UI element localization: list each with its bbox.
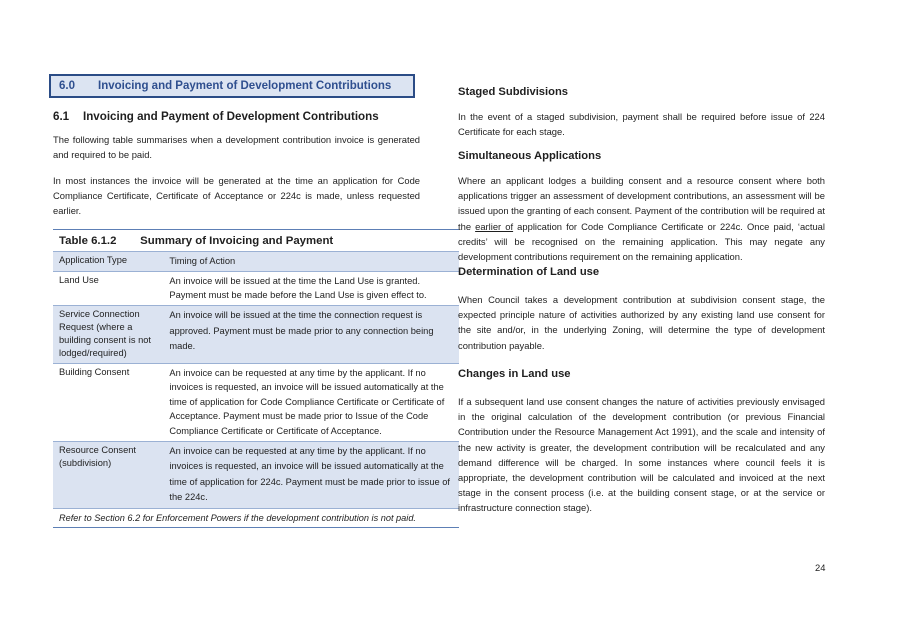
- heading-determination-land-use: Determination of Land use: [458, 266, 600, 278]
- table-row: [53, 305, 459, 363]
- table-row: [53, 363, 459, 441]
- subsection-number: 6.1: [53, 110, 70, 123]
- simultaneous-text-underlined: earlier of: [475, 220, 514, 232]
- table-cell-type: Resource Consent (subdivision): [59, 444, 136, 468]
- table-label: Table 6.1.2: [59, 235, 117, 247]
- staged-subdivisions-text: In the event of a staged subdivision, payment shall be required before issue of 224 Certificate for each stage.: [458, 111, 825, 138]
- table-row: [53, 441, 459, 508]
- section-heading-box: [49, 74, 415, 98]
- column-header-timing: Timing of Action: [169, 256, 236, 266]
- table-footnote: Refer to Section 6.2 for Enforcement Powers if the development contribution is not paid.: [53, 508, 459, 528]
- table-cell-timing: An invoice can be requested at any time by the applicant. If no invoices is requested, an invoice will be issued automatically at the time of application for 224c. Payment must be made prior to issue of the 224c.: [169, 445, 451, 503]
- page-number: 24: [815, 562, 826, 573]
- table-cell-type: Building Consent: [59, 366, 130, 377]
- subsection-heading: [53, 110, 379, 123]
- table-cell-type: Land Use: [59, 274, 99, 285]
- intro-paragraph: The following table summarises when a development contribution invoice is generated and required to be paid.: [53, 134, 420, 161]
- table-cell-timing: An invoice will be issued at the time the connection request is approved. Payment must be made prior to any connection being made.: [169, 309, 434, 352]
- table-caption: [53, 229, 459, 251]
- simultaneous-applications-text: [458, 173, 825, 264]
- simultaneous-text-part2: application for Code Compliance Certificate or 224c. Once paid, ‘actual credits’ will be recognised on the remaining application. This may negate any development contributions requirement on the remaining application.: [458, 220, 825, 263]
- table-header-row: [53, 251, 459, 271]
- subsection-title: Invoicing and Payment of Development Contributions: [83, 110, 379, 123]
- heading-changes-land-use: Changes in Land use: [458, 368, 571, 380]
- section-number: 6.0: [59, 80, 75, 92]
- table-cell-timing: An invoice can be requested at any time by the applicant. If no invoices is requested, an invoice will be issued automatically at the time of application for Code Compliance Certificate or Certificate of Acceptance. Payment must be made prior to Issue of the Code Compliance Certificate or Certificate of Acceptance.: [169, 367, 445, 436]
- column-header-application-type: Application Type: [59, 255, 128, 265]
- changes-land-use-text: If a subsequent land use consent changes the nature of activities previously envisaged in the original calculation of the development contribution (or previous Financial Contribution under the Resource Management Act 1991), and the scale and intensity of the new activity is greater, the development contribution will be recalculated and any demand difference will be charged. In some instances where council feels it is appropriate, the development contribution will be calculated and invoiced at the next stage in the consent process (i.e. at the building consent stage, or at the service or infrastructure connection stage).: [458, 396, 825, 514]
- heading-staged-subdivisions: Staged Subdivisions: [458, 86, 569, 98]
- table-row: [53, 271, 459, 305]
- table-title: Summary of Invoicing and Payment: [140, 235, 334, 247]
- table-cell-type: Service Connection Request (where a building consent is not lodged/required): [59, 308, 151, 359]
- determination-land-use-text: When Council takes a development contribution at subdivision consent stage, the expected principle nature of activities authorized by any existing land use consent for the site and/or, in the underlying Zoning, will determine the type of development contribution payable.: [458, 294, 825, 351]
- simultaneous-text-part1: Where an applicant lodges a building consent and a resource consent where both applications trigger an assessment of development contributions, an assessment will be issued upon the granting of each consent. Payment of the contribution will be required at the: [458, 175, 825, 232]
- heading-simultaneous-applications: Simultaneous Applications: [458, 150, 602, 162]
- invoice-timing-paragraph: In most instances the invoice will be generated at the time an application for Code Compliance Certificate, Certificate of Acceptance or 224c is made, unless requested earlier.: [53, 175, 420, 217]
- table-cell-timing: An invoice will be issued at the time the Land Use is granted. Payment must be made before the Land Use is given effect to.: [169, 275, 427, 301]
- section-title: Invoicing and Payment of Development Contributions: [98, 80, 392, 92]
- summary-table: [53, 229, 459, 528]
